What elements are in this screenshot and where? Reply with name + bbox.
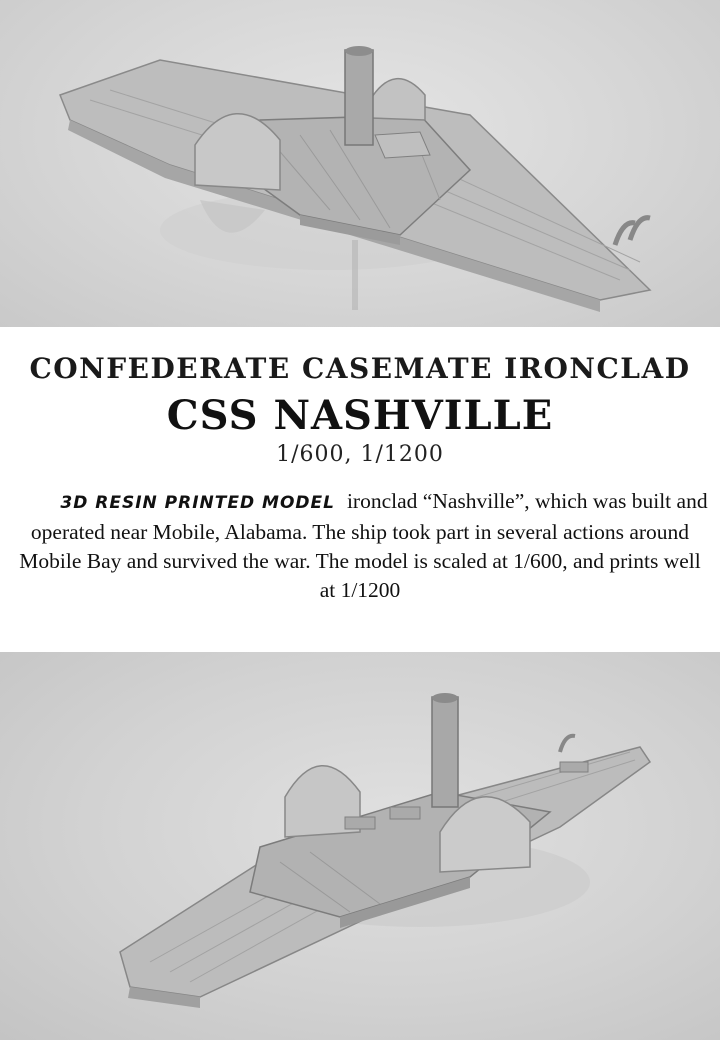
description-body: ironclad “Nashville”, which was built and operated near Mobile, Alabama. The ship took part in several actions around Mobile Bay and survived the war. The model is scaled at 1/600, and prints well at 1/1200	[19, 489, 708, 602]
scale-info: 1/600, 1/1200	[276, 442, 444, 467]
bottom-model-image	[0, 652, 720, 1040]
ironclad-model-render-icon	[0, 652, 720, 1040]
top-model-image	[0, 0, 720, 327]
description-paragraph	[12, 487, 708, 605]
description-lead: 3D RESIN PRINTED MODEL	[60, 493, 335, 513]
ironclad-model-render-icon	[0, 0, 720, 327]
ship-class-subtitle: CONFEDERATE CASEMATE IRONCLAD	[29, 352, 691, 385]
ship-name-title: CSS NASHVILLE	[166, 392, 554, 439]
